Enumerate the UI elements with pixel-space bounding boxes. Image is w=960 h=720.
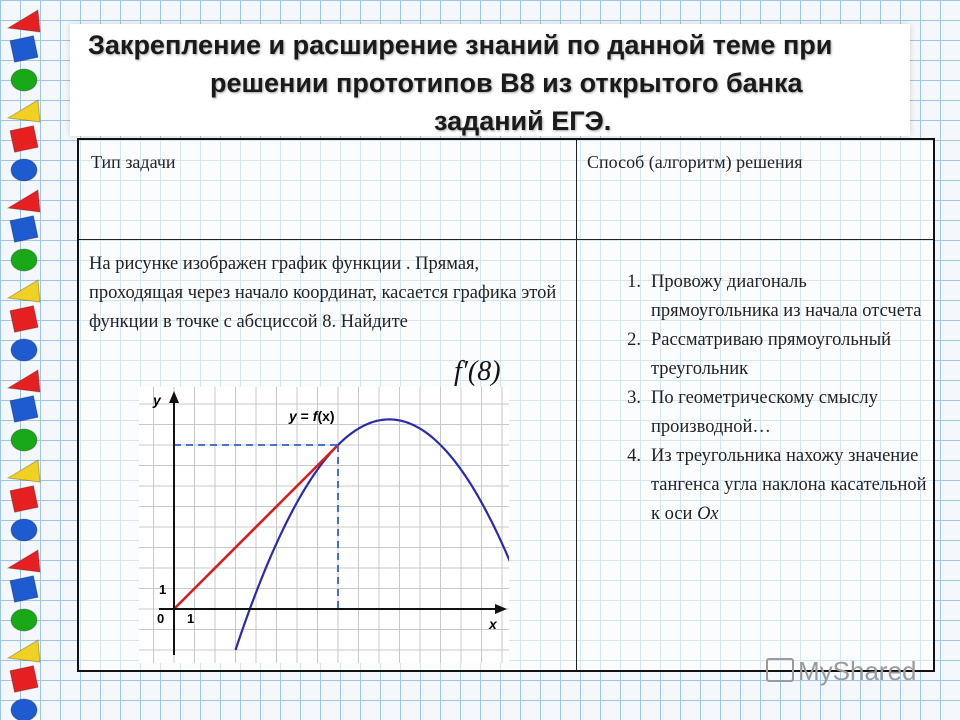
title-line-2: решении прототипов В8 из открытого банка [210, 68, 803, 98]
yellow-triangle-icon [8, 640, 40, 662]
slide-title [70, 24, 910, 136]
monitor-icon [766, 658, 794, 682]
yellow-triangle-icon [8, 460, 40, 482]
blue-sphere-icon [11, 699, 37, 720]
green-sphere-icon [11, 429, 37, 451]
step-item-4: 4. Из треугольника нахожу значение тангенса угла наклона касательной к оси Ox [627, 446, 927, 524]
column-header-method: Способ (алгоритм) решения [587, 152, 803, 172]
step-item-1: 1. Провожу диагональ прямоугольника из начала отсчета [627, 272, 922, 321]
red-triangle-icon [8, 370, 40, 392]
blue-sphere-icon [11, 159, 37, 181]
blue-sphere-icon [11, 339, 37, 361]
red-cube-icon [10, 126, 38, 153]
green-sphere-icon [11, 609, 37, 631]
step-item-3: 3. По геометрическому смыслу производной… [627, 388, 878, 437]
step-text: По геометрическому смыслу производной… [651, 388, 878, 437]
function-graph [139, 387, 509, 663]
problem-statement: На рисунке изображен график функции . Прямая, проходящая через начало координат, касается графика этой функции в точке с абсциссой 8. Найдите [89, 254, 557, 332]
title-line-1: Закрепление и расширение знаний по данной теме при [88, 30, 833, 60]
table-column-divider [576, 140, 577, 670]
step-item-2: 2. Рассматриваю прямоугольный треугольник [627, 330, 892, 379]
graph-grid [139, 387, 509, 663]
red-cube-icon [10, 666, 38, 693]
step-text: Из треугольника нахожу значение тангенса угла наклона касательной к оси [651, 446, 927, 524]
yellow-triangle-icon [8, 100, 40, 122]
yellow-triangle-icon [8, 280, 40, 302]
blue-sphere-icon [11, 519, 37, 541]
y-axis-arrow-icon [169, 391, 179, 403]
table-row-divider [79, 239, 933, 240]
blue-cube-icon [10, 36, 38, 63]
y-axis-label: y [153, 392, 161, 408]
red-cube-icon [10, 486, 38, 513]
blue-cube-icon [10, 216, 38, 243]
title-line-3: заданий ЕГЭ. [434, 106, 612, 136]
red-triangle-icon [8, 190, 40, 212]
blue-cube-icon [10, 396, 38, 423]
function-label: y = f(x) [289, 408, 335, 424]
y-tick-label: 1 [159, 582, 167, 597]
watermark: MyShared [766, 656, 917, 687]
blue-cube-icon [10, 576, 38, 603]
origin-label: 0 [157, 611, 165, 626]
x-axis-label: x [489, 616, 497, 632]
red-triangle-icon [8, 10, 40, 32]
step-text: Провожу диагональ прямоугольника из начала отсчета [651, 272, 922, 321]
decorative-shapes-strip [0, 0, 48, 720]
x-tick-label: 1 [187, 611, 195, 626]
green-sphere-icon [11, 69, 37, 91]
task-table [77, 138, 935, 672]
step-text: Рассматриваю прямоугольный треугольник [651, 330, 892, 379]
red-triangle-icon [8, 550, 40, 572]
step-axis-name: Ox [697, 504, 719, 524]
x-axis-arrow-icon [495, 604, 507, 614]
green-sphere-icon [11, 249, 37, 271]
solution-steps [609, 268, 929, 529]
find-expression: f′(8) [454, 356, 501, 387]
red-cube-icon [10, 306, 38, 333]
column-header-task-type: Тип задачи [91, 152, 176, 172]
